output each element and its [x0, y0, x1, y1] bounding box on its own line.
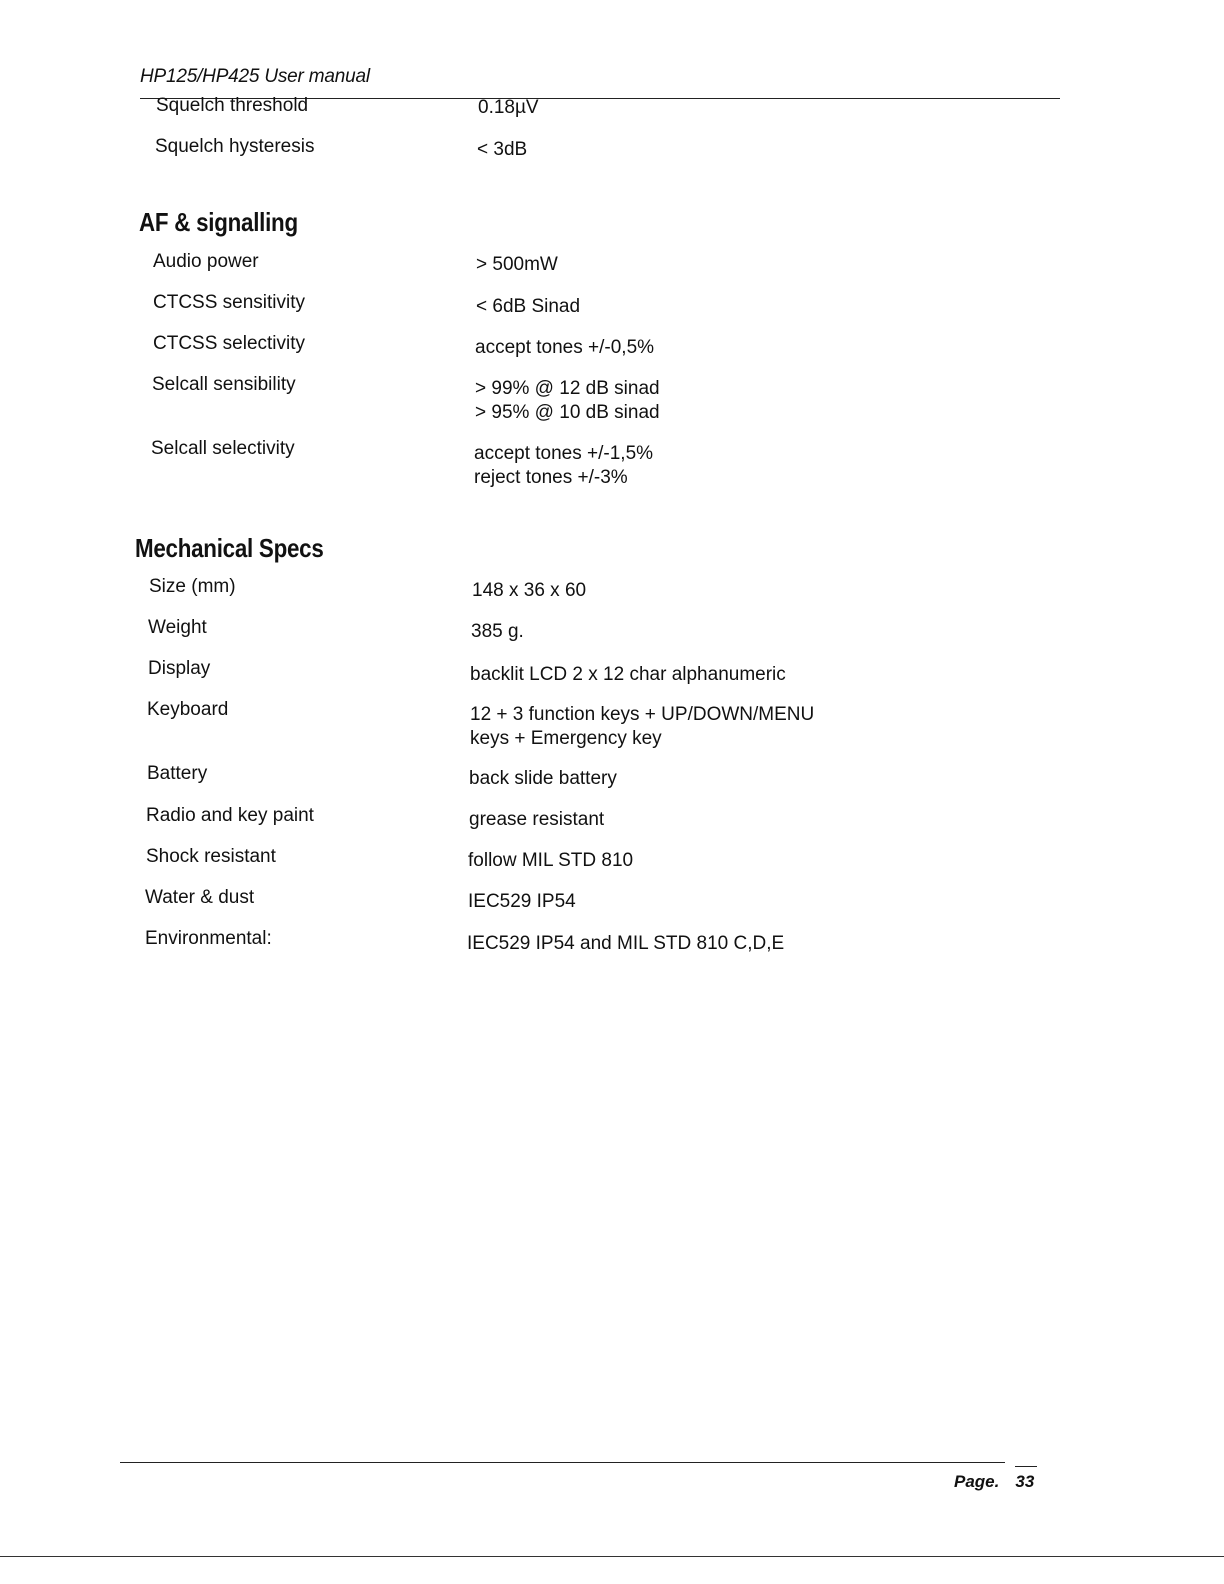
spec-value: > 500mW [476, 254, 558, 275]
spec-value: < 3dB [477, 139, 528, 160]
spec-value: 385 g. [471, 621, 524, 642]
section-heading: Mechanical Specs [135, 533, 324, 563]
spec-label: Radio and key paint [146, 805, 314, 826]
spec-label: Display [148, 658, 211, 679]
spec-value: backlit LCD 2 x 12 char alphanumeric [470, 664, 786, 685]
page-number-rule [1015, 1466, 1037, 1467]
spec-value: IEC529 IP54 [468, 891, 576, 912]
spec-value: > 99% @ 12 dB sinad [475, 378, 660, 399]
spec-value-line2: reject tones +/-3% [474, 467, 628, 488]
spec-label: Size (mm) [149, 576, 236, 597]
section-heading: AF & signalling [139, 207, 298, 237]
spec-label: Selcall selectivity [151, 438, 295, 459]
spec-label: CTCSS selectivity [153, 333, 306, 354]
page-label: Page. [954, 1472, 1000, 1491]
spec-label: Environmental: [145, 928, 272, 949]
spec-value-line2: keys + Emergency key [470, 728, 662, 749]
spec-value: back slide battery [469, 768, 617, 789]
spec-value: 0.18µV [478, 97, 539, 118]
spec-value: grease resistant [469, 809, 605, 830]
page-footer [954, 1472, 1034, 1492]
spec-label: Water & dust [145, 887, 255, 908]
spec-value: accept tones +/-1,5% [474, 443, 654, 464]
spec-label: Keyboard [147, 699, 229, 720]
spec-label: Shock resistant [146, 846, 276, 867]
spec-label: Squelch hysteresis [155, 136, 315, 157]
spec-value: < 6dB Sinad [476, 296, 581, 317]
spec-label: Audio power [153, 251, 259, 272]
spec-label: Squelch threshold [156, 95, 309, 116]
spec-value: accept tones +/-0,5% [475, 337, 655, 358]
spec-label: Weight [148, 617, 207, 638]
page-number: 33 [1015, 1472, 1035, 1491]
running-header: HP125/HP425 User manual [140, 66, 370, 87]
spec-value: 148 x 36 x 60 [472, 580, 587, 601]
spec-value: 12 + 3 function keys + UP/DOWN/MENU [470, 704, 815, 725]
spec-value: follow MIL STD 810 [468, 850, 634, 871]
spec-label: Selcall sensibility [152, 374, 296, 395]
scan-edge-rule [0, 1556, 1224, 1557]
footer-rule [120, 1462, 1005, 1463]
spec-value: IEC529 IP54 and MIL STD 810 C,D,E [467, 933, 785, 954]
spec-label: CTCSS sensitivity [153, 292, 306, 313]
spec-label: Battery [147, 763, 208, 784]
spec-value-line2: > 95% @ 10 dB sinad [475, 402, 660, 423]
